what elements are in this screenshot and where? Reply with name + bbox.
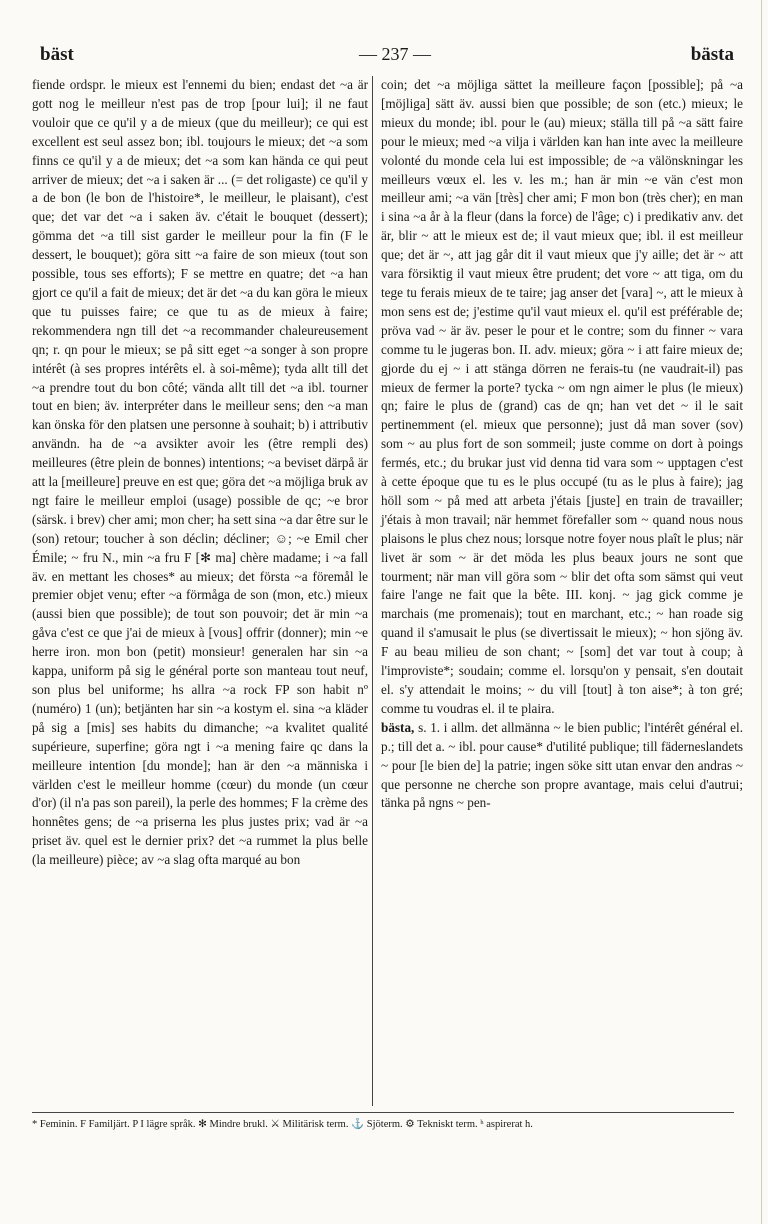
- right-guide-word: bästa: [690, 44, 734, 65]
- page-header: [40, 44, 734, 70]
- entry-body: [381, 719, 743, 814]
- entry-text: coin; det ~a möjliga sättet la meilleure façon [possible]; på ~a [möjliga] sätt äv. aussi bien que possible; de son (etc.) mieux; le mieux du monde; ibl. pour le (au) mieux; ställa till på ~a sätt faire pour le mieux; med ~a vilja i världen kan han inte avec la meilleure volonté du monde cela lui est impossible; de ~a välönskningar les meilleurs vœux el. les v. les m.; han är min ~e vän c'est mon meilleur ami; ~a vän [très] cher ami; F mon bon (très cher); en man i sina ~a år à la fleur (dans la force) de l'âge; c) i predikativ anv. det är, blir ~ att le mieux est de; il vaut mieux que; ibl. il est meilleur que; det är ~, att jag går dit il vaut mieux que j'y aille; det är ~ att vara försiktig il vaut mieux être prudent; det vore ~ att tiga, om du tege tu ferais mieux de te taire; jag anser det [vara] ~, att le mieux à mon sens est de; j'estime qu'il vaut mieux el. qu'il est préférable de; pröva vad ~ är äv. peser le pour et le contre; som du finner ~ vara comme tu le jugeras bon. II. adv. mieux; göra ~ i att faire mieux de; gjorde du ej ~ i att stänga dörren ne ferais-tu (ne vaudrait-il) pas mieux de fermer la porte? tycka ~ om ngn aimer le plus (le mieux) qn; faire le plus de (grand) cas de qn; han vet det ~ il le sait pertinemment (el. mieux que personne); just då man sover (sov) som ~ au plus fort de son sommeil; juste comme on dort à poings fermés, etc.; du brukar just vid denna tid vara som ~ upptagen c'est à cette époque que tu es le plus occupé (tu as le plus à faire); jag höll som ~ på med att arbeta j'étais [juste] en train de travailler; j'étais à mon travail; när hemmet förefaller som ~ quand nous nous plaisons le plus chez nous; lorsque notre foyer nous plaît le plus; när livet är som ~ är det möda les plus beaux jours ne sont que tourment; när man vill göra som ~ blir det ofta som sämst qui veut faire l'ange ne fait que la bête. III. konj. ~ jag gick comme je marchais (me promenais); tout en marchant, etc.; ~ han roade sig quand il s'amusait le plus (se divertissait le mieux); ~ hon sjöng äv. F au beau milieu de son chant; ~ [som] det var tout à coup; à l'improviste*; soudain; comme el. lorsqu'on y pensait, s'en doutait el. s'y attendait le moins; ~ du vill [tout] à ton aise*; à ton gré; comme tu voudras el. il te plaira.: [381, 77, 743, 716]
- entry-basta: [381, 719, 743, 814]
- entry-continuation: [32, 76, 368, 870]
- right-column: [372, 76, 743, 1106]
- page-edge: [761, 0, 762, 1224]
- page-number: — 237 —: [359, 44, 431, 64]
- abbreviation-legend: * Feminin. F Familjärt. P I lägre språk. ✻ Mindre brukl. ⚔ Militärisk term. ⚓ Sjöterm. ⚙ Tekniskt term. ʰ aspirerat h.: [32, 1119, 533, 1130]
- entry-headword: bästa,: [381, 719, 415, 735]
- footer-divider: [32, 1112, 734, 1113]
- entry-text: fiende ordspr. le mieux est l'ennemi du bien; endast det ~a är gott nog le meilleur n'est pas de trop [pour lui]; il ne faut vouloir que ce qu'il y a de mieux (que du meilleur); ce qui est excellent est seul assez bon; ibl. toujours le mieux; det ~a som finns ce qu'il y a de mieux; det ~a som kan hända ce qui peut arriver de mieux; det ~a i saken är ... (= det roligaste) ce qu'il y a de bon (le bon de l'histoire*, le meilleur, le plaisant), c'est que; det var det ~a i saken äv. c'était le bouquet (dessert); gömma det ~a till sist garder le meilleur pour la fin (F le dessert, le bouquet); göra sitt ~a faire de son mieux (tout son possible, tous ses efforts); F se mettre en quatre; det ~a han gjort ce qu'il a fait de mieux; det är det ~a du kan göra le mieux que tu puisses faire; ce que tu as de mieux à faire; rekommendera ngn till det ~a recommander chaleureusement qn; r. qn pour le mieux; se på sitt eget ~a songer à son propre intérêt (à ses propres intérêts el. à soi-même); tyda allt till det ~a prendre tout du bon côté; vända allt till det ~a ibl. tourner tout en bien; äv. interpréter dans le meilleur sens; den ~a man kan önska för den platsen une personne à souhait; b) i attributiv användn. ha de ~a avsikter avoir les (être rempli des) meilleures (être plein de bonnes) intentions; ~a beviset därpå är att la [meilleure] preuve en est que; göra det ~a möjliga bruk av ngt faire le meilleur emploi (usage) possible de qc; ~e bror (särsk. i brev) cher ami; mon cher; ha sett sina ~a dar être sur le (son) retour; toucher à son déclin; décliner; ☺; ~e Emil cher Émile; ~ fru N., min ~a fru F [✻ ma] chère madame; i ~a fall äv. en mettant les choses* au mieux; det första ~a föremål le premier objet venu; efter ~a förmåga de son (mon, etc.) mieux (aussi bien que possible); de tout son pouvoir; det är min ~a gåva c'est ce que j'ai de mieux à [vous] offrir (donner); min ~e herre iron. mon bon (petit) monsieur! generalen har sin ~a kappa, uniform på sig le général porte son manteau tout neuf, son plus bel uniforme; hs allra ~a rock FP son habit nº (numéro) 1 (un); betjänten har sin ~a kostym el. sina ~a kläder på sig a [mis] ses habits du dimanche; ~a kvalitet qualité supérieure, superfine; göra ngt i ~a mening faire qc dans la meilleure intention [du monde]; han är den ~a människa i världen c'est le meilleur homme (cœur) du monde (un cœur d'or) (il n'a pas son pareil), la perle des hommes; F la crème des honnêtes gens; de ~a priserna les plus justes prix; vad är ~a priset äv. quel est le dernier prix? det ~a rummet la plus belle (la meilleure) pièce; av ~a slag ofta marqué au bon: [32, 77, 368, 868]
- entry-continuation: [381, 76, 743, 719]
- left-guide-word: bäst: [40, 44, 74, 65]
- entry-definition: s. 1. i allm. det allmänna ~ le bien public; l'intérêt général el. p.; till det a. ~ ibl. pour cause* d'utilité publique; till fäderneslandets ~ pour [le bien de] la patrie; ingen söke sitt utan envar den andras ~ que personne ne cherche son propre avantage, mais celui d'autrui; tänka på ngns ~ pen-: [381, 719, 743, 811]
- left-column: [32, 76, 368, 1106]
